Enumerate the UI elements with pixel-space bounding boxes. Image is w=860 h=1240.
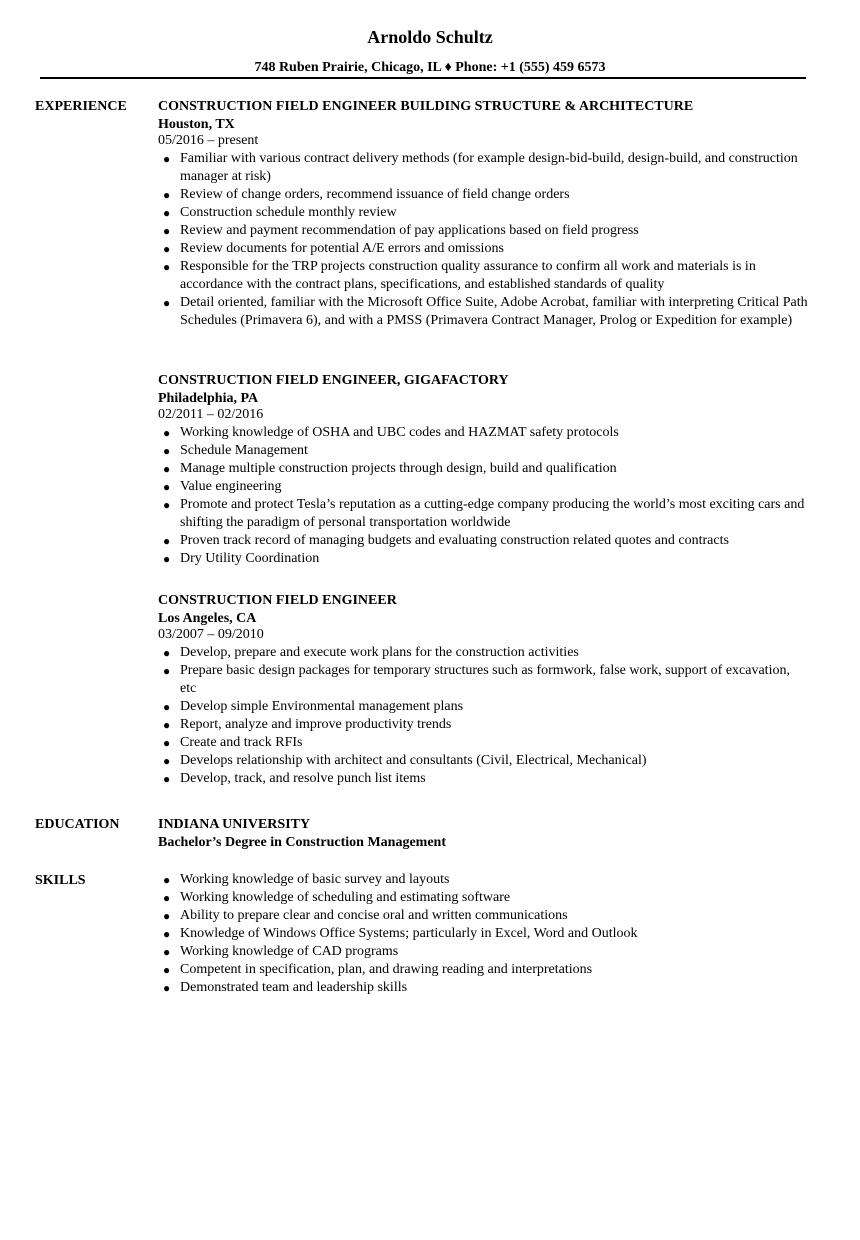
education-entry	[158, 816, 808, 851]
duty-text: Construction schedule monthly review	[180, 205, 397, 220]
bullet-icon: ●	[163, 927, 171, 941]
job-duties-list	[158, 150, 808, 330]
skill-text: Knowledge of Windows Office Systems; particularly in Excel, Word and Outlook	[180, 926, 638, 941]
bullet-icon: ●	[163, 552, 171, 566]
bullet-icon: ●	[163, 260, 171, 274]
list-item	[158, 871, 808, 889]
duty-text: Create and track RFIs	[180, 735, 303, 750]
degree-name: Bachelor’s Degree in Construction Management	[158, 835, 446, 850]
bullet-icon: ●	[163, 891, 171, 905]
candidate-name: Arnoldo Schultz	[367, 27, 493, 47]
job-duties-list	[158, 644, 808, 788]
bullet-icon: ●	[163, 224, 171, 238]
list-item	[158, 294, 808, 330]
list-item	[158, 943, 808, 961]
duty-text: Report, analyze and improve productivity trends	[180, 717, 452, 732]
bullet-icon: ●	[163, 534, 171, 548]
list-item	[158, 961, 808, 979]
duty-text: Familiar with various contract delivery methods (for example design-bid-build, design-build, and construction manager at risk)	[180, 151, 798, 184]
skills-list	[158, 871, 808, 997]
bullet-icon: ●	[163, 909, 171, 923]
list-item	[158, 752, 808, 770]
list-item	[158, 204, 808, 222]
bullet-icon: ●	[163, 426, 171, 440]
list-item	[158, 716, 808, 734]
skill-text: Working knowledge of CAD programs	[180, 944, 399, 959]
list-item	[158, 258, 808, 294]
bullet-icon: ●	[163, 963, 171, 977]
list-item	[158, 734, 808, 752]
list-item	[158, 550, 808, 568]
job-title: CONSTRUCTION FIELD ENGINEER BUILDING STRUCTURE & ARCHITECTURE	[158, 99, 694, 114]
bullet-icon: ●	[163, 736, 171, 750]
duty-text: Prepare basic design packages for temporary structures such as formwork, false work, support of excavation, etc	[180, 663, 790, 696]
bullet-icon: ●	[163, 700, 171, 714]
job-title: CONSTRUCTION FIELD ENGINEER	[158, 593, 397, 608]
education-heading: EDUCATION	[35, 817, 120, 832]
duty-text: Schedule Management	[180, 443, 308, 458]
list-item	[158, 532, 808, 550]
bullet-icon: ●	[163, 981, 171, 995]
skill-text: Competent in specification, plan, and drawing reading and interpretations	[180, 962, 593, 977]
job-title: CONSTRUCTION FIELD ENGINEER, GIGAFACTORY	[158, 373, 509, 388]
bullet-icon: ●	[163, 242, 171, 256]
bullet-icon: ●	[163, 646, 171, 660]
list-item	[158, 662, 808, 698]
bullet-icon: ●	[163, 718, 171, 732]
skills-entry	[158, 871, 808, 997]
bullet-icon: ●	[163, 296, 171, 310]
experience-heading: EXPERIENCE	[35, 99, 127, 114]
job-entry	[158, 592, 808, 788]
list-item	[158, 979, 808, 997]
list-item	[158, 925, 808, 943]
job-dates: 05/2016 – present	[158, 133, 259, 148]
list-item	[158, 186, 808, 204]
duty-text: Value engineering	[180, 479, 282, 494]
bullet-icon: ●	[163, 480, 171, 494]
skill-text: Demonstrated team and leadership skills	[180, 980, 408, 995]
list-item	[158, 496, 808, 532]
list-item	[158, 889, 808, 907]
duty-text: Responsible for the TRP projects construction quality assurance to confirm all work and materials is in accordance with the contract plans, specifications, and established standards of quality	[180, 259, 756, 292]
job-entry	[158, 98, 808, 330]
job-location: Houston, TX	[158, 117, 235, 132]
list-item	[158, 907, 808, 925]
list-item	[158, 424, 808, 442]
bullet-icon: ●	[163, 873, 171, 887]
skill-text: Working knowledge of scheduling and estimating software	[180, 890, 511, 905]
bullet-icon: ●	[163, 444, 171, 458]
duty-text: Develops relationship with architect and consultants (Civil, Electrical, Mechanical)	[180, 753, 647, 768]
bullet-icon: ●	[163, 664, 171, 678]
list-item	[158, 240, 808, 258]
duty-text: Detail oriented, familiar with the Microsoft Office Suite, Adobe Acrobat, familiar with interpreting Critical Path Schedules (Primavera 6), and with a PMSS (Primavera Contract Manager, Prolog or Expedition for example)	[180, 295, 808, 328]
bullet-icon: ●	[163, 498, 171, 512]
duty-text: Review of change orders, recommend issuance of field change orders	[180, 187, 570, 202]
duty-text: Review and payment recommendation of pay applications based on field progress	[180, 223, 639, 238]
duty-text: Develop, prepare and execute work plans for the construction activities	[180, 645, 579, 660]
job-dates: 02/2011 – 02/2016	[158, 407, 264, 422]
bullet-icon: ●	[163, 945, 171, 959]
duty-text: Dry Utility Coordination	[180, 551, 320, 566]
duty-text: Develop, track, and resolve punch list items	[180, 771, 426, 786]
job-location: Los Angeles, CA	[158, 611, 257, 626]
list-item	[158, 770, 808, 788]
list-item	[158, 698, 808, 716]
skills-heading: SKILLS	[35, 873, 86, 888]
duty-text: Review documents for potential A/E errors and omissions	[180, 241, 504, 256]
job-duties-list	[158, 424, 808, 568]
contact-line: 748 Ruben Prairie, Chicago, IL ♦ Phone: +1 (555) 459 6573	[254, 60, 606, 75]
bullet-icon: ●	[163, 188, 171, 202]
list-item	[158, 442, 808, 460]
header-divider	[40, 77, 806, 79]
skill-text: Working knowledge of basic survey and layouts	[180, 872, 450, 887]
skill-text: Ability to prepare clear and concise oral and written communications	[180, 908, 568, 923]
bullet-icon: ●	[163, 462, 171, 476]
list-item	[158, 478, 808, 496]
bullet-icon: ●	[163, 754, 171, 768]
duty-text: Promote and protect Tesla’s reputation as a cutting-edge company producing the world’s most exciting cars and shifting the paradigm of personal transportation worldwide	[180, 497, 805, 530]
job-dates: 03/2007 – 09/2010	[158, 627, 264, 642]
bullet-icon: ●	[163, 772, 171, 786]
school-name: INDIANA UNIVERSITY	[158, 817, 311, 832]
job-location: Philadelphia, PA	[158, 391, 259, 406]
duty-text: Proven track record of managing budgets and evaluating construction related quotes and contracts	[180, 533, 729, 548]
duty-text: Develop simple Environmental management plans	[180, 699, 464, 714]
bullet-icon: ●	[163, 152, 171, 166]
duty-text: Working knowledge of OSHA and UBC codes and HAZMAT safety protocols	[180, 425, 619, 440]
list-item	[158, 460, 808, 478]
list-item	[158, 644, 808, 662]
list-item	[158, 222, 808, 240]
job-entry	[158, 372, 808, 568]
bullet-icon: ●	[163, 206, 171, 220]
list-item	[158, 150, 808, 186]
duty-text: Manage multiple construction projects through design, build and qualification	[180, 461, 617, 476]
